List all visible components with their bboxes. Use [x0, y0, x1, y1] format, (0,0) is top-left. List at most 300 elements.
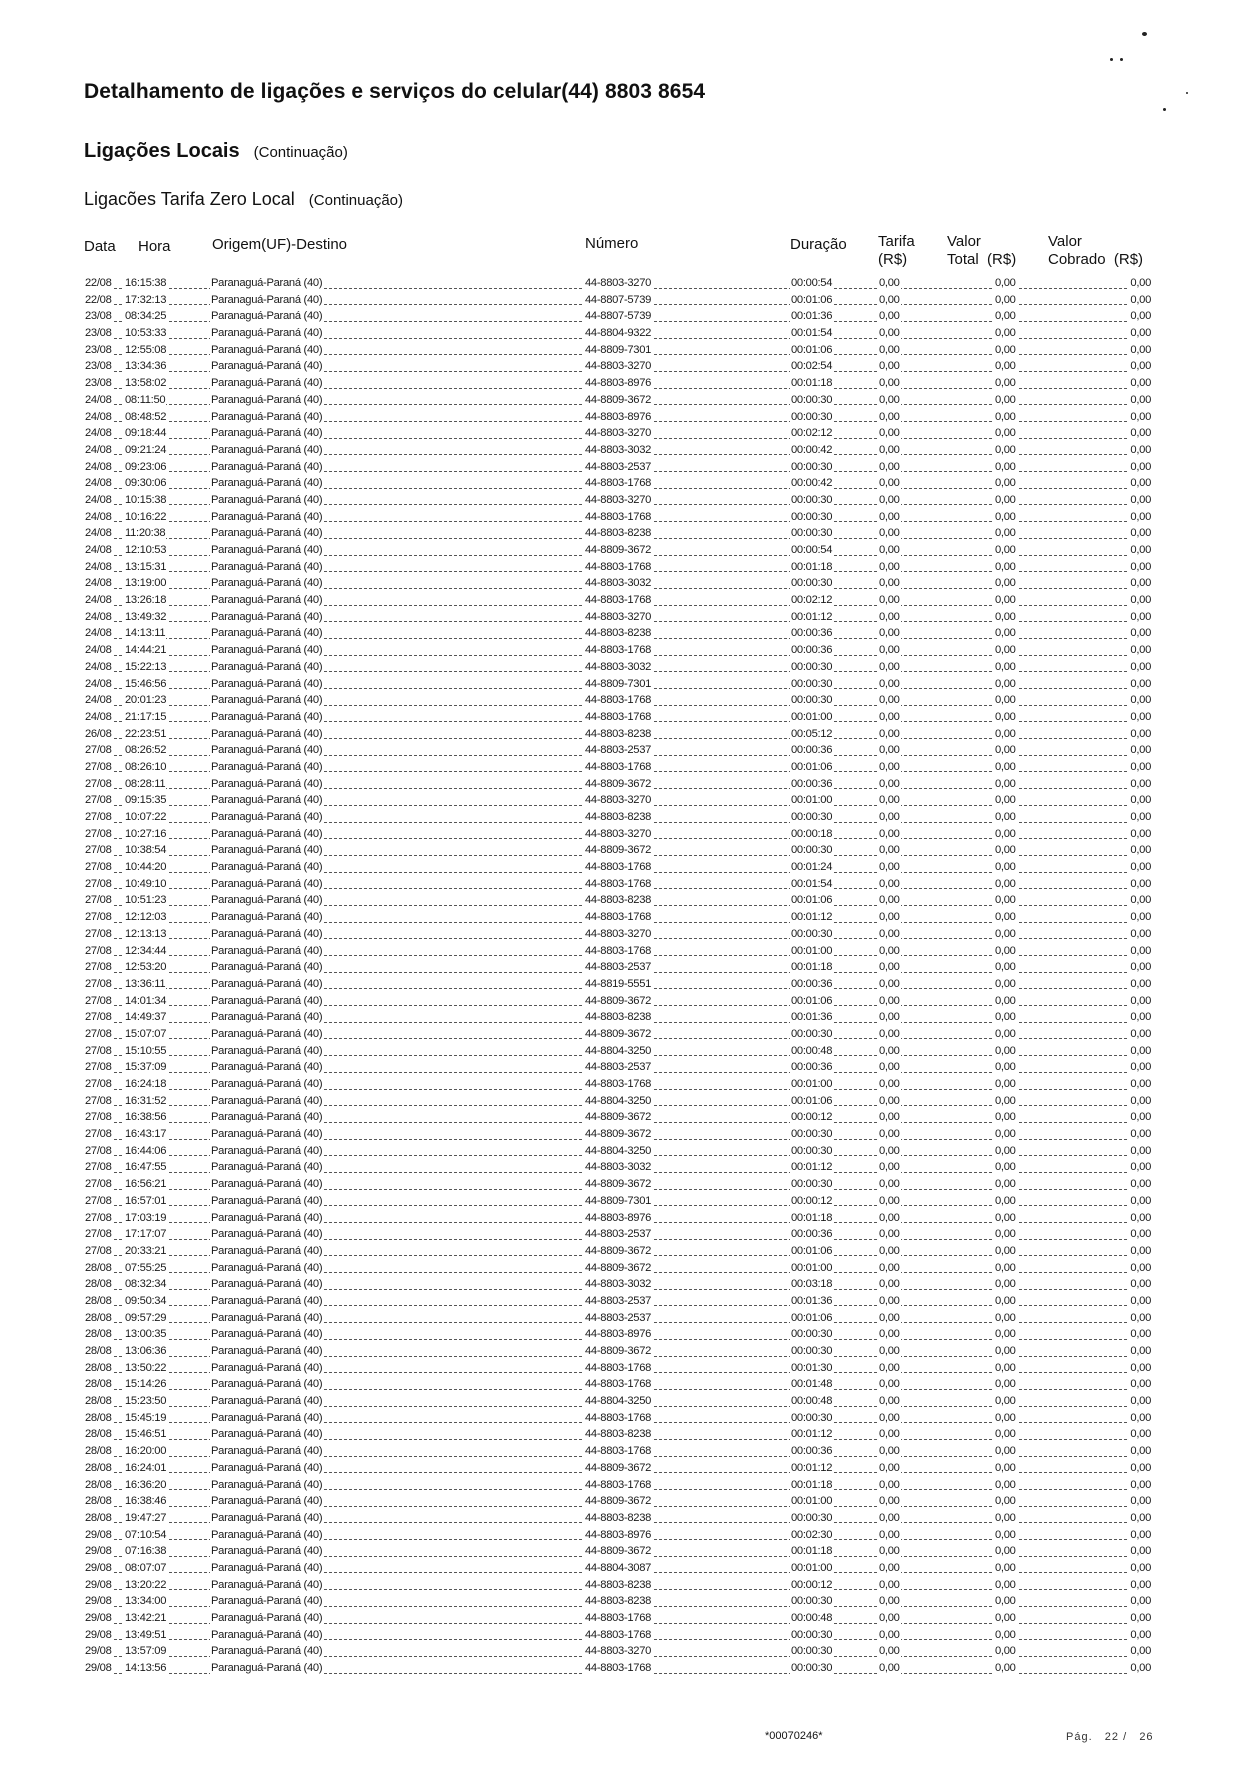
row-origin-destination: Paranaguá-Paraná (40) — [210, 459, 323, 476]
row-total-value: 0,00 — [994, 625, 1017, 642]
row-tariff: 0,00 — [878, 1159, 901, 1176]
row-time: 09:15:35 — [124, 792, 167, 809]
row-number: 44-8803-1768 — [584, 592, 652, 609]
row-charged-value: 0,00 — [1129, 642, 1152, 659]
row-origin-destination: Paranaguá-Paraná (40) — [210, 676, 323, 693]
row-total-value: 0,00 — [994, 1260, 1017, 1277]
row-number: 44-8803-1768 — [584, 876, 652, 893]
row-tariff: 0,00 — [878, 292, 901, 309]
row-total-value: 0,00 — [994, 1276, 1017, 1293]
row-charged-value: 0,00 — [1129, 325, 1152, 342]
table-row — [84, 1627, 1152, 1644]
row-number: 44-8809-7301 — [584, 342, 652, 359]
row-date: 24/08 — [84, 525, 113, 542]
row-origin-destination: Paranaguá-Paraná (40) — [210, 776, 323, 793]
row-total-value: 0,00 — [994, 1627, 1017, 1644]
row-origin-destination: Paranaguá-Paraná (40) — [210, 1577, 323, 1594]
row-date: 29/08 — [84, 1577, 113, 1594]
row-total-value: 0,00 — [994, 1443, 1017, 1460]
table-row — [84, 1393, 1152, 1410]
row-duration: 00:01:18 — [790, 959, 833, 976]
row-duration: 00:00:30 — [790, 926, 833, 943]
table-row — [84, 1293, 1152, 1310]
valor-cobrado-line-2: Cobrado (R$) — [1048, 251, 1144, 268]
row-number: 44-8803-1768 — [584, 475, 652, 492]
row-total-value: 0,00 — [994, 1393, 1017, 1410]
row-number: 44-8804-9322 — [584, 325, 652, 342]
table-row — [84, 1543, 1152, 1560]
row-time: 16:24:01 — [124, 1460, 167, 1477]
row-duration: 00:01:06 — [790, 1243, 833, 1260]
row-duration: 00:01:36 — [790, 308, 833, 325]
row-time: 16:57:01 — [124, 1193, 167, 1210]
row-duration: 00:01:12 — [790, 1460, 833, 1477]
row-duration: 00:01:06 — [790, 759, 833, 776]
row-tariff: 0,00 — [878, 1643, 901, 1660]
row-total-value: 0,00 — [994, 742, 1017, 759]
row-time: 08:26:10 — [124, 759, 167, 776]
row-tariff: 0,00 — [878, 559, 901, 576]
row-origin-destination: Paranaguá-Paraná (40) — [210, 842, 323, 859]
row-number: 44-8803-8238 — [584, 892, 652, 909]
row-total-value: 0,00 — [994, 709, 1017, 726]
row-duration: 00:01:18 — [790, 1477, 833, 1494]
row-total-value: 0,00 — [994, 1660, 1017, 1677]
row-total-value: 0,00 — [994, 442, 1017, 459]
row-number: 44-8804-3250 — [584, 1093, 652, 1110]
row-origin-destination: Paranaguá-Paraná (40) — [210, 342, 323, 359]
row-number: 44-8803-8238 — [584, 1009, 652, 1026]
document-code: *00070246* — [765, 1730, 823, 1742]
row-tariff: 0,00 — [878, 609, 901, 626]
row-number: 44-8803-2537 — [584, 459, 652, 476]
row-total-value: 0,00 — [994, 509, 1017, 526]
row-number: 44-8803-1768 — [584, 559, 652, 576]
row-time: 10:15:38 — [124, 492, 167, 509]
table-row — [84, 809, 1152, 826]
row-total-value: 0,00 — [994, 926, 1017, 943]
row-duration: 00:01:18 — [790, 1543, 833, 1560]
row-duration: 00:05:12 — [790, 726, 833, 743]
row-tariff: 0,00 — [878, 1226, 901, 1243]
row-date: 24/08 — [84, 542, 113, 559]
row-date: 27/08 — [84, 876, 113, 893]
row-charged-value: 0,00 — [1129, 1026, 1152, 1043]
row-charged-value: 0,00 — [1129, 692, 1152, 709]
row-charged-value: 0,00 — [1129, 1059, 1152, 1076]
row-date: 22/08 — [84, 292, 113, 309]
row-duration: 00:00:12 — [790, 1577, 833, 1594]
table-row — [84, 1510, 1152, 1527]
row-origin-destination: Paranaguá-Paraná (40) — [210, 275, 323, 292]
row-date: 24/08 — [84, 459, 113, 476]
row-time: 13:42:21 — [124, 1610, 167, 1627]
table-row — [84, 993, 1152, 1010]
row-number: 44-8804-3250 — [584, 1043, 652, 1060]
row-date: 27/08 — [84, 892, 113, 909]
row-date: 29/08 — [84, 1543, 113, 1560]
row-date: 24/08 — [84, 409, 113, 426]
row-number: 44-8803-8976 — [584, 375, 652, 392]
row-date: 22/08 — [84, 275, 113, 292]
row-tariff: 0,00 — [878, 475, 901, 492]
row-number: 44-8803-1768 — [584, 692, 652, 709]
table-row — [84, 1093, 1152, 1110]
row-tariff: 0,00 — [878, 726, 901, 743]
row-origin-destination: Paranaguá-Paraná (40) — [210, 1193, 323, 1210]
table-row — [84, 1527, 1152, 1544]
row-time: 10:49:10 — [124, 876, 167, 893]
row-tariff: 0,00 — [878, 809, 901, 826]
table-row — [84, 1577, 1152, 1594]
section-continuation-note: (Continuação) — [253, 144, 348, 161]
row-duration: 00:00:36 — [790, 1443, 833, 1460]
row-charged-value: 0,00 — [1129, 1443, 1152, 1460]
valor-total-line-1: Valor — [947, 233, 981, 250]
row-charged-value: 0,00 — [1129, 909, 1152, 926]
row-total-value: 0,00 — [994, 1410, 1017, 1427]
table-row — [84, 1043, 1152, 1060]
row-charged-value: 0,00 — [1129, 292, 1152, 309]
row-tariff: 0,00 — [878, 1076, 901, 1093]
row-time: 15:45:19 — [124, 1410, 167, 1427]
row-total-value: 0,00 — [994, 1510, 1017, 1527]
row-time: 13:00:35 — [124, 1326, 167, 1343]
row-number: 44-8809-3672 — [584, 1109, 652, 1126]
column-header-valor-cobrado — [1048, 233, 1143, 269]
row-origin-destination: Paranaguá-Paraná (40) — [210, 292, 323, 309]
row-tariff: 0,00 — [878, 1443, 901, 1460]
row-number: 44-8803-1768 — [584, 1376, 652, 1393]
row-origin-destination: Paranaguá-Paraná (40) — [210, 1226, 323, 1243]
row-number: 44-8803-1768 — [584, 759, 652, 776]
row-origin-destination: Paranaguá-Paraná (40) — [210, 542, 323, 559]
table-row — [84, 1009, 1152, 1026]
row-origin-destination: Paranaguá-Paraná (40) — [210, 375, 323, 392]
row-origin-destination: Paranaguá-Paraná (40) — [210, 1376, 323, 1393]
table-row — [84, 342, 1152, 359]
row-tariff: 0,00 — [878, 1260, 901, 1277]
row-number: 44-8803-3270 — [584, 275, 652, 292]
row-date: 27/08 — [84, 776, 113, 793]
table-row — [84, 926, 1152, 943]
row-total-value: 0,00 — [994, 1460, 1017, 1477]
row-charged-value: 0,00 — [1129, 1159, 1152, 1176]
row-number: 44-8803-1768 — [584, 1076, 652, 1093]
row-tariff: 0,00 — [878, 1376, 901, 1393]
row-number: 44-8809-7301 — [584, 1193, 652, 1210]
row-time: 09:18:44 — [124, 425, 167, 442]
row-origin-destination: Paranaguá-Paraná (40) — [210, 1543, 323, 1560]
table-row — [84, 358, 1152, 375]
row-origin-destination: Paranaguá-Paraná (40) — [210, 442, 323, 459]
column-header-numero: Número — [585, 235, 639, 252]
row-duration: 00:00:12 — [790, 1193, 833, 1210]
row-total-value: 0,00 — [994, 525, 1017, 542]
row-total-value: 0,00 — [994, 292, 1017, 309]
row-charged-value: 0,00 — [1129, 542, 1152, 559]
row-total-value: 0,00 — [994, 1477, 1017, 1494]
row-date: 24/08 — [84, 442, 113, 459]
row-origin-destination: Paranaguá-Paraná (40) — [210, 1477, 323, 1494]
row-charged-value: 0,00 — [1129, 1393, 1152, 1410]
row-origin-destination: Paranaguá-Paraná (40) — [210, 1410, 323, 1427]
row-origin-destination: Paranaguá-Paraná (40) — [210, 1343, 323, 1360]
row-time: 12:34:44 — [124, 943, 167, 960]
row-origin-destination: Paranaguá-Paraná (40) — [210, 1660, 323, 1677]
table-row — [84, 1176, 1152, 1193]
row-date: 28/08 — [84, 1443, 113, 1460]
row-tariff: 0,00 — [878, 859, 901, 876]
row-total-value: 0,00 — [994, 892, 1017, 909]
scan-speck — [1120, 58, 1123, 61]
row-date: 27/08 — [84, 1143, 113, 1160]
row-time: 16:24:18 — [124, 1076, 167, 1093]
row-origin-destination: Paranaguá-Paraná (40) — [210, 1443, 323, 1460]
row-charged-value: 0,00 — [1129, 1009, 1152, 1026]
valor-cobrado-line-1: Valor — [1048, 233, 1082, 250]
row-time: 09:57:29 — [124, 1310, 167, 1327]
row-time: 14:44:21 — [124, 642, 167, 659]
row-total-value: 0,00 — [994, 993, 1017, 1010]
row-total-value: 0,00 — [994, 1159, 1017, 1176]
table-row — [84, 659, 1152, 676]
row-tariff: 0,00 — [878, 642, 901, 659]
row-origin-destination: Paranaguá-Paraná (40) — [210, 642, 323, 659]
row-date: 27/08 — [84, 1243, 113, 1260]
row-charged-value: 0,00 — [1129, 1493, 1152, 1510]
row-duration: 00:00:36 — [790, 742, 833, 759]
row-duration: 00:00:30 — [790, 692, 833, 709]
row-total-value: 0,00 — [994, 425, 1017, 442]
row-number: 44-8803-1768 — [584, 709, 652, 726]
row-number: 44-8809-3672 — [584, 1343, 652, 1360]
row-origin-destination: Paranaguá-Paraná (40) — [210, 826, 323, 843]
row-charged-value: 0,00 — [1129, 1426, 1152, 1443]
row-charged-value: 0,00 — [1129, 1543, 1152, 1560]
row-tariff: 0,00 — [878, 943, 901, 960]
row-duration: 00:00:36 — [790, 642, 833, 659]
row-date: 24/08 — [84, 509, 113, 526]
row-origin-destination: Paranaguá-Paraná (40) — [210, 1093, 323, 1110]
row-tariff: 0,00 — [878, 392, 901, 409]
row-duration: 00:01:18 — [790, 375, 833, 392]
row-charged-value: 0,00 — [1129, 776, 1152, 793]
row-charged-value: 0,00 — [1129, 592, 1152, 609]
row-charged-value: 0,00 — [1129, 742, 1152, 759]
row-tariff: 0,00 — [878, 1026, 901, 1043]
row-time: 16:44:06 — [124, 1143, 167, 1160]
row-date: 24/08 — [84, 609, 113, 626]
row-date: 27/08 — [84, 742, 113, 759]
row-tariff: 0,00 — [878, 1410, 901, 1427]
row-time: 14:13:56 — [124, 1660, 167, 1677]
row-origin-destination: Paranaguá-Paraná (40) — [210, 358, 323, 375]
table-row — [84, 1426, 1152, 1443]
row-tariff: 0,00 — [878, 1176, 901, 1193]
table-row — [84, 943, 1152, 960]
table-row — [84, 1593, 1152, 1610]
row-number: 44-8807-5739 — [584, 308, 652, 325]
row-charged-value: 0,00 — [1129, 993, 1152, 1010]
table-row — [84, 759, 1152, 776]
row-origin-destination: Paranaguá-Paraná (40) — [210, 659, 323, 676]
row-time: 13:34:00 — [124, 1593, 167, 1610]
row-total-value: 0,00 — [994, 1043, 1017, 1060]
row-tariff: 0,00 — [878, 776, 901, 793]
row-tariff: 0,00 — [878, 275, 901, 292]
row-tariff: 0,00 — [878, 325, 901, 342]
row-time: 13:06:36 — [124, 1343, 167, 1360]
row-origin-destination: Paranaguá-Paraná (40) — [210, 1360, 323, 1377]
row-total-value: 0,00 — [994, 308, 1017, 325]
row-total-value: 0,00 — [994, 676, 1017, 693]
row-total-value: 0,00 — [994, 1610, 1017, 1627]
row-date: 23/08 — [84, 358, 113, 375]
row-time: 09:50:34 — [124, 1293, 167, 1310]
row-charged-value: 0,00 — [1129, 525, 1152, 542]
row-number: 44-8803-3270 — [584, 826, 652, 843]
row-charged-value: 0,00 — [1129, 492, 1152, 509]
row-charged-value: 0,00 — [1129, 676, 1152, 693]
row-number: 44-8809-3672 — [584, 392, 652, 409]
row-charged-value: 0,00 — [1129, 1376, 1152, 1393]
row-charged-value: 0,00 — [1129, 1310, 1152, 1327]
row-charged-value: 0,00 — [1129, 1593, 1152, 1610]
row-duration: 00:01:00 — [790, 792, 833, 809]
table-row — [84, 792, 1152, 809]
row-origin-destination: Paranaguá-Paraná (40) — [210, 993, 323, 1010]
row-number: 44-8803-3270 — [584, 358, 652, 375]
row-tariff: 0,00 — [878, 692, 901, 709]
row-origin-destination: Paranaguá-Paraná (40) — [210, 1593, 323, 1610]
row-date: 27/08 — [84, 943, 113, 960]
row-number: 44-8803-8238 — [584, 726, 652, 743]
table-row — [84, 892, 1152, 909]
row-total-value: 0,00 — [994, 1343, 1017, 1360]
table-row — [84, 575, 1152, 592]
row-duration: 00:00:30 — [790, 525, 833, 542]
row-tariff: 0,00 — [878, 676, 901, 693]
row-time: 11:20:38 — [124, 525, 166, 542]
tarifa-line-1: Tarifa — [878, 233, 915, 250]
row-charged-value: 0,00 — [1129, 442, 1152, 459]
row-duration: 00:01:18 — [790, 559, 833, 576]
row-charged-value: 0,00 — [1129, 509, 1152, 526]
row-number: 44-8803-1768 — [584, 1360, 652, 1377]
row-total-value: 0,00 — [994, 1126, 1017, 1143]
row-duration: 00:00:30 — [790, 1143, 833, 1160]
row-date: 27/08 — [84, 842, 113, 859]
row-date: 24/08 — [84, 575, 113, 592]
row-number: 44-8809-3672 — [584, 1460, 652, 1477]
row-origin-destination: Paranaguá-Paraná (40) — [210, 1059, 323, 1076]
row-tariff: 0,00 — [878, 876, 901, 893]
row-origin-destination: Paranaguá-Paraná (40) — [210, 409, 323, 426]
row-origin-destination: Paranaguá-Paraná (40) — [210, 475, 323, 492]
subsection-continuation-note: (Continuação) — [308, 192, 404, 209]
table-row — [84, 742, 1152, 759]
row-date: 23/08 — [84, 375, 113, 392]
row-duration: 00:02:30 — [790, 1527, 833, 1544]
row-origin-destination: Paranaguá-Paraná (40) — [210, 1460, 323, 1477]
table-row — [84, 842, 1152, 859]
row-time: 08:48:52 — [124, 409, 167, 426]
table-row — [84, 1026, 1152, 1043]
row-tariff: 0,00 — [878, 1610, 901, 1627]
row-date: 23/08 — [84, 308, 113, 325]
row-time: 12:53:20 — [124, 959, 167, 976]
row-time: 16:38:46 — [124, 1493, 167, 1510]
row-tariff: 0,00 — [878, 509, 901, 526]
row-origin-destination: Paranaguá-Paraná (40) — [210, 1143, 323, 1160]
row-tariff: 0,00 — [878, 575, 901, 592]
row-origin-destination: Paranaguá-Paraná (40) — [210, 1393, 323, 1410]
row-charged-value: 0,00 — [1129, 275, 1152, 292]
row-time: 15:07:07 — [124, 1026, 167, 1043]
row-charged-value: 0,00 — [1129, 1276, 1152, 1293]
row-date: 28/08 — [84, 1260, 113, 1277]
row-duration: 00:00:30 — [790, 409, 833, 426]
row-charged-value: 0,00 — [1129, 425, 1152, 442]
row-origin-destination: Paranaguá-Paraná (40) — [210, 1493, 323, 1510]
row-number: 44-8804-3087 — [584, 1560, 652, 1577]
table-row — [84, 1226, 1152, 1243]
row-number: 44-8809-3672 — [584, 1493, 652, 1510]
row-date: 26/08 — [84, 726, 113, 743]
row-charged-value: 0,00 — [1129, 1627, 1152, 1644]
table-row — [84, 308, 1152, 325]
row-total-value: 0,00 — [994, 726, 1017, 743]
row-origin-destination: Paranaguá-Paraná (40) — [210, 492, 323, 509]
row-duration: 00:03:18 — [790, 1276, 833, 1293]
row-date: 27/08 — [84, 959, 113, 976]
table-row — [84, 375, 1152, 392]
row-origin-destination: Paranaguá-Paraná (40) — [210, 1276, 323, 1293]
row-charged-value: 0,00 — [1129, 1243, 1152, 1260]
row-tariff: 0,00 — [878, 842, 901, 859]
row-charged-value: 0,00 — [1129, 342, 1152, 359]
row-charged-value: 0,00 — [1129, 1610, 1152, 1627]
row-date: 29/08 — [84, 1660, 113, 1677]
row-tariff: 0,00 — [878, 542, 901, 559]
table-row — [84, 1126, 1152, 1143]
row-charged-value: 0,00 — [1129, 1076, 1152, 1093]
row-number: 44-8803-3270 — [584, 1643, 652, 1660]
table-row — [84, 542, 1152, 559]
row-charged-value: 0,00 — [1129, 392, 1152, 409]
row-charged-value: 0,00 — [1129, 959, 1152, 976]
row-charged-value: 0,00 — [1129, 1660, 1152, 1677]
row-date: 28/08 — [84, 1276, 113, 1293]
row-tariff: 0,00 — [878, 525, 901, 542]
row-total-value: 0,00 — [994, 1009, 1017, 1026]
row-charged-value: 0,00 — [1129, 1510, 1152, 1527]
row-number: 44-8803-2537 — [584, 1059, 652, 1076]
row-tariff: 0,00 — [878, 1326, 901, 1343]
row-tariff: 0,00 — [878, 926, 901, 943]
row-date: 24/08 — [84, 392, 113, 409]
row-date: 24/08 — [84, 625, 113, 642]
row-number: 44-8803-2537 — [584, 1293, 652, 1310]
row-total-value: 0,00 — [994, 609, 1017, 626]
row-time: 10:07:22 — [124, 809, 167, 826]
row-total-value: 0,00 — [994, 1310, 1017, 1327]
row-time: 13:57:09 — [124, 1643, 167, 1660]
row-time: 15:22:13 — [124, 659, 167, 676]
row-time: 10:53:33 — [124, 325, 167, 342]
row-duration: 00:00:30 — [790, 392, 833, 409]
